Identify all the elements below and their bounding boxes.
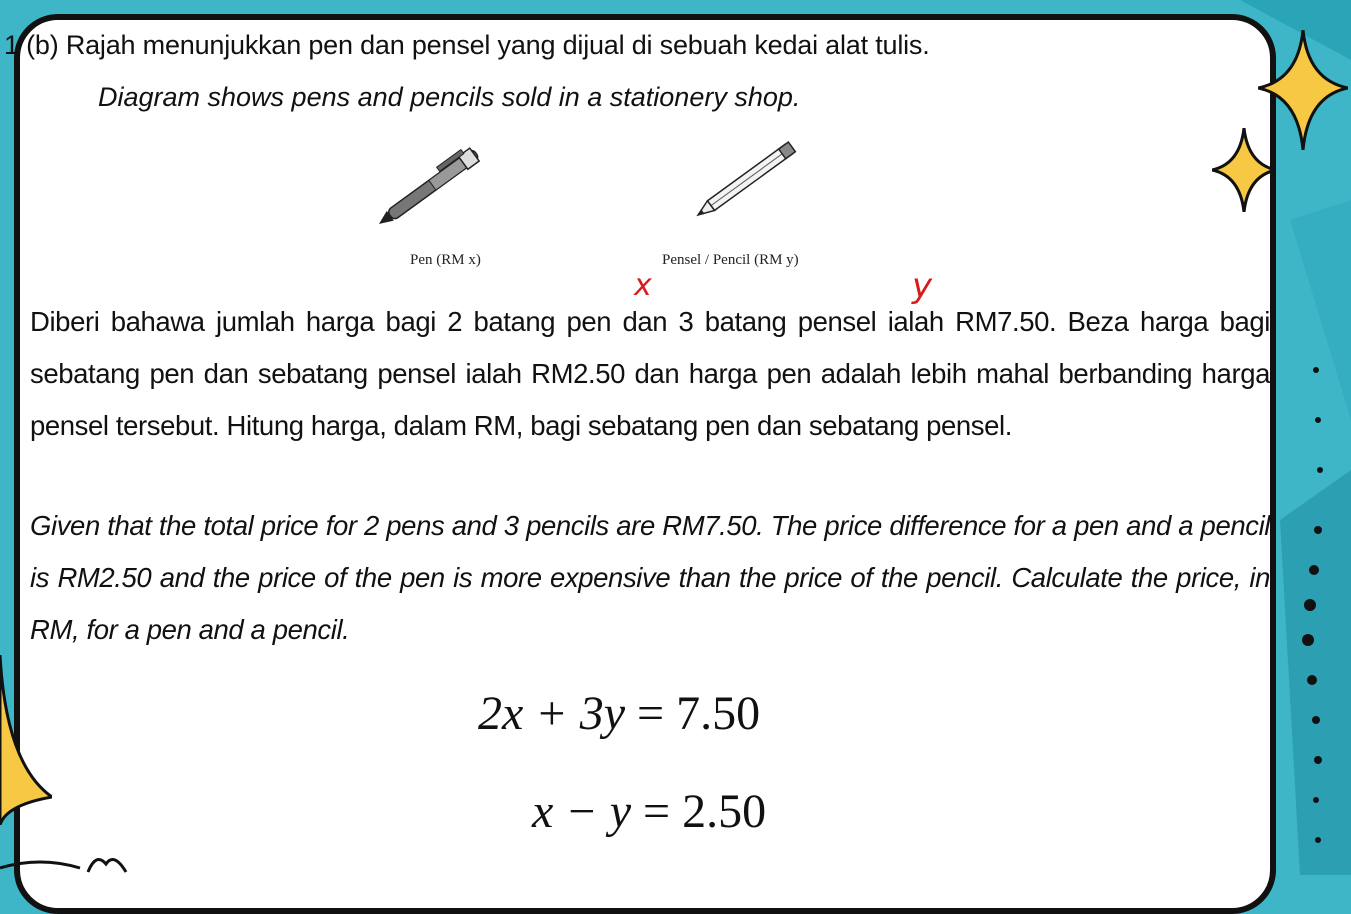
problem-paragraph-english: Given that the total price for 2 pens and 3 pencils are RM7.50. The price difference for a pen and a pencil is RM2.50 and the price of the pen is more expensive than the price of the pencil. Calculate the price, in RM, for a pen and a pencil. xyxy=(30,510,1270,645)
problem-text-malay xyxy=(30,296,1270,452)
question-card xyxy=(14,14,1276,914)
equation-1-rhs: 7.50 xyxy=(676,687,761,740)
equation-2-lhs: x − y xyxy=(532,785,631,838)
handwritten-y-annotation: y xyxy=(912,266,933,306)
question-title-malay: 1 (b) Rajah menunjukkan pen dan pensel yang dijual di sebuah kedai alat tulis. xyxy=(4,30,930,60)
problem-text-english xyxy=(30,500,1270,656)
pen-icon xyxy=(372,132,497,237)
equation-1 xyxy=(478,686,760,741)
equation-1-lhs: 2x + 3y xyxy=(478,687,625,740)
sparkle-star-left-icon xyxy=(0,655,52,825)
pen-label: Pen (RM x) xyxy=(410,252,481,268)
problem-paragraph-malay: Diberi bahawa jumlah harga bagi 2 batang pen dan 3 batang pensel ialah RM7.50. Beza harga bagi sebatang pen dan sebatang pensel ialah RM2.50 dan harga pen adalah lebih mahal berbanding harga pensel tersebut. Hitung harga, dalam RM, bagi sebatang pen dan sebatang pensel. xyxy=(30,306,1270,441)
pencil-label: Pensel / Pencil (RM y) xyxy=(662,252,799,268)
pencil-icon xyxy=(690,128,808,228)
handwritten-x-annotation: x xyxy=(634,268,652,303)
equation-2-equals: = xyxy=(643,785,671,838)
decorative-dots xyxy=(1296,360,1346,870)
equation-2-rhs: 2.50 xyxy=(682,785,767,838)
equation-1-equals: = xyxy=(637,687,665,740)
sparkle-star-small-icon xyxy=(1212,128,1276,212)
question-title-english: Diagram shows pens and pencils sold in a stationery shop. xyxy=(98,82,801,112)
equation-2 xyxy=(532,784,766,839)
decorative-scribble xyxy=(0,838,150,875)
